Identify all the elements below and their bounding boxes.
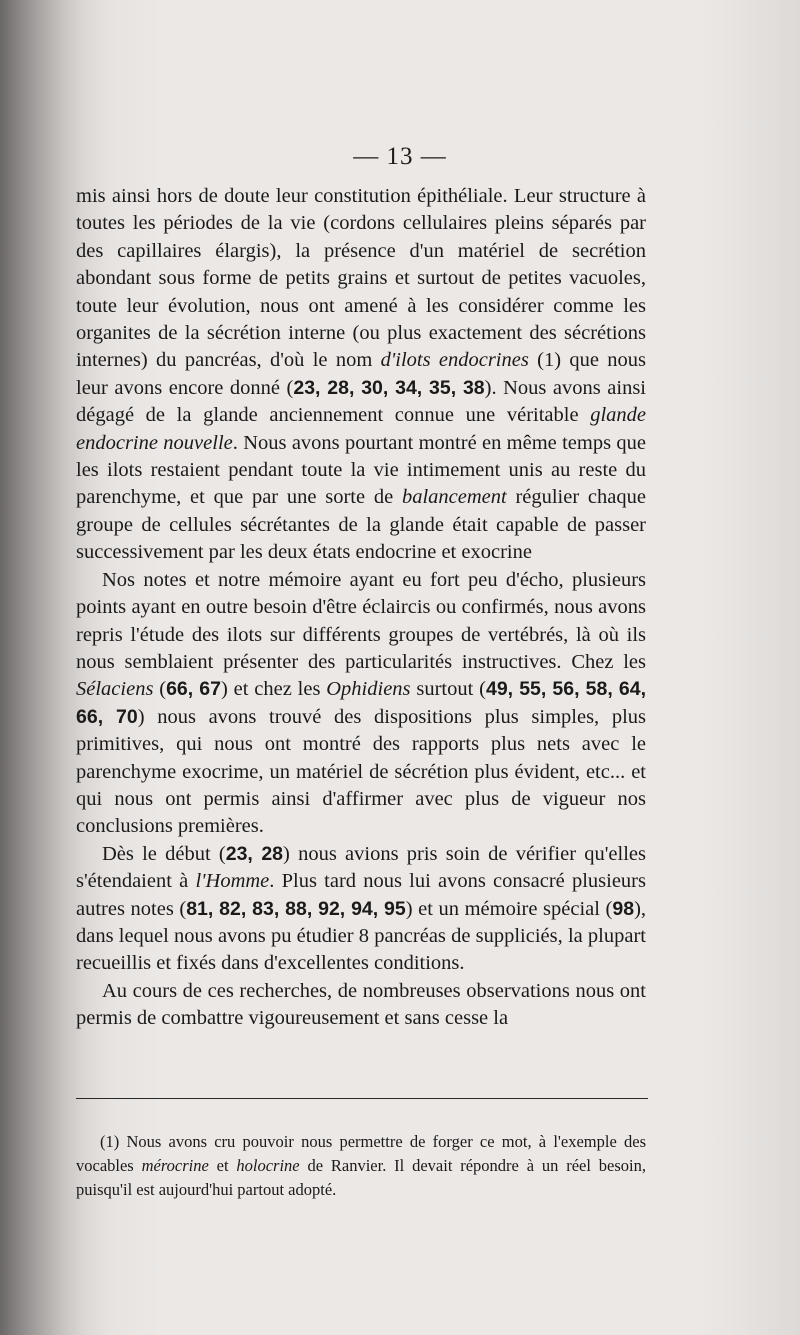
text-segment: ) nous avons trouvé des dispositions plus simples, plus primitives, qui nous ont montré des rapports plus nets avec le parenchyme exocrime, un matériel de sécrétion plus évident, etc... et qui nous ont permis ainsi d'affirmer avec plus de vigueur nos conclusions premières. [76,705,646,838]
text-segment: et [208,1156,237,1175]
reference-numbers: 23, 28, 30, 34, 35, 38 [293,376,485,399]
text-segment: Au cours de ces recherches, de nombreuses observations nous ont permis de combattre vigoureusement et sans cesse la [76,979,646,1030]
text-segment: régulier chaque groupe de cellules sécrétantes de la glande était capable de passer successivement par les deux états endocrine et exocrine [76,486,646,564]
text-segment: ) nous avions pris soin de vérifier qu'elles s'étendaient à [76,842,647,893]
italic-term: glande endocrine nouvelle [76,404,646,454]
body-text [76,183,646,1033]
text-segment: (1) Nous avons cru pouvoir nous permettre de forger ce mot, à l'exemple des vocables [76,1132,646,1175]
reference-numbers: 49, 55, 56, 58, 64, 66, 70 [76,678,646,728]
italic-term: Sélaciens [76,678,154,701]
reference-numbers: 98 [612,897,635,920]
paragraph-4 [76,978,646,1033]
reference-numbers: 81, 82, 83, 88, 92, 94, 95 [186,897,406,920]
text-segment: ) et un mémoire spécial ( [405,897,613,920]
italic-term: balancement [401,486,507,509]
text-segment: ). Nous avons ainsi dégagé de la glande anciennement connue une véritable [76,376,647,427]
paragraph-2 [76,567,646,841]
paragraph-3 [76,841,646,978]
text-segment: . Plus tard nous lui avons consacré plusieurs autres notes ( [76,870,646,920]
text-segment: Dès le début ( [102,842,226,865]
page-number: — 13 — [353,143,447,170]
paragraph-1 [76,183,646,567]
italic-term: Ophidiens [326,678,411,701]
italic-term: holocrine [236,1156,300,1175]
footnote [76,1130,646,1202]
text-segment: surtout ( [410,678,486,701]
text-segment: ), dans lequel nous avons pu étudier 8 pancréas de suppliciés, la plupart recueillis et fixés dans d'excellentes conditions. [76,897,647,975]
text-segment: (1) que nous leur avons encore donné ( [76,349,646,399]
reference-numbers: 66, 67 [166,678,221,701]
footnote-divider [76,1098,648,1099]
italic-term: mérocrine [141,1156,209,1175]
text-segment: ) et chez les [221,678,327,701]
text-segment: Nos notes et notre mémoire ayant eu fort peu d'écho, plusieurs points ayant en outre besoin d'être éclaircis ou confirmés, nous avons repris l'étude des ilots sur différents groupes de vertébrés, là où ils nous semblaient présenter des particularités instructives. Chez les [76,568,646,673]
text-segment: mis ainsi hors de doute leur constitution épithéliale. Leur structure à toutes les périodes de la vie (cordons cellulaires pleins séparés par des capillaires élargis), la présence d'un matériel de secrétion abondant sous forme de petits grains et surtout de petites vacuoles, toute leur évolution, nous ont amené à les considérer comme les organites de la sécrétion interne (ou plus exactement des sécrétions internes) du pancréas, d'où le nom [76,185,646,372]
italic-term: l'Homme [195,870,270,893]
text-segment: ( [153,678,167,701]
text-segment: . Nous avons pourtant montré en même temps que les ilots restaient pendant toute la vie intimement unis au reste du parenchyme, et que par une sorte de [76,431,646,509]
italic-term: d'ilots endocrines [380,349,529,372]
reference-numbers: 23, 28 [225,842,284,865]
text-segment: de Ranvier. Il devait répondre à un réel besoin, puisqu'il est aujourd'hui partout adopté. [76,1156,646,1199]
